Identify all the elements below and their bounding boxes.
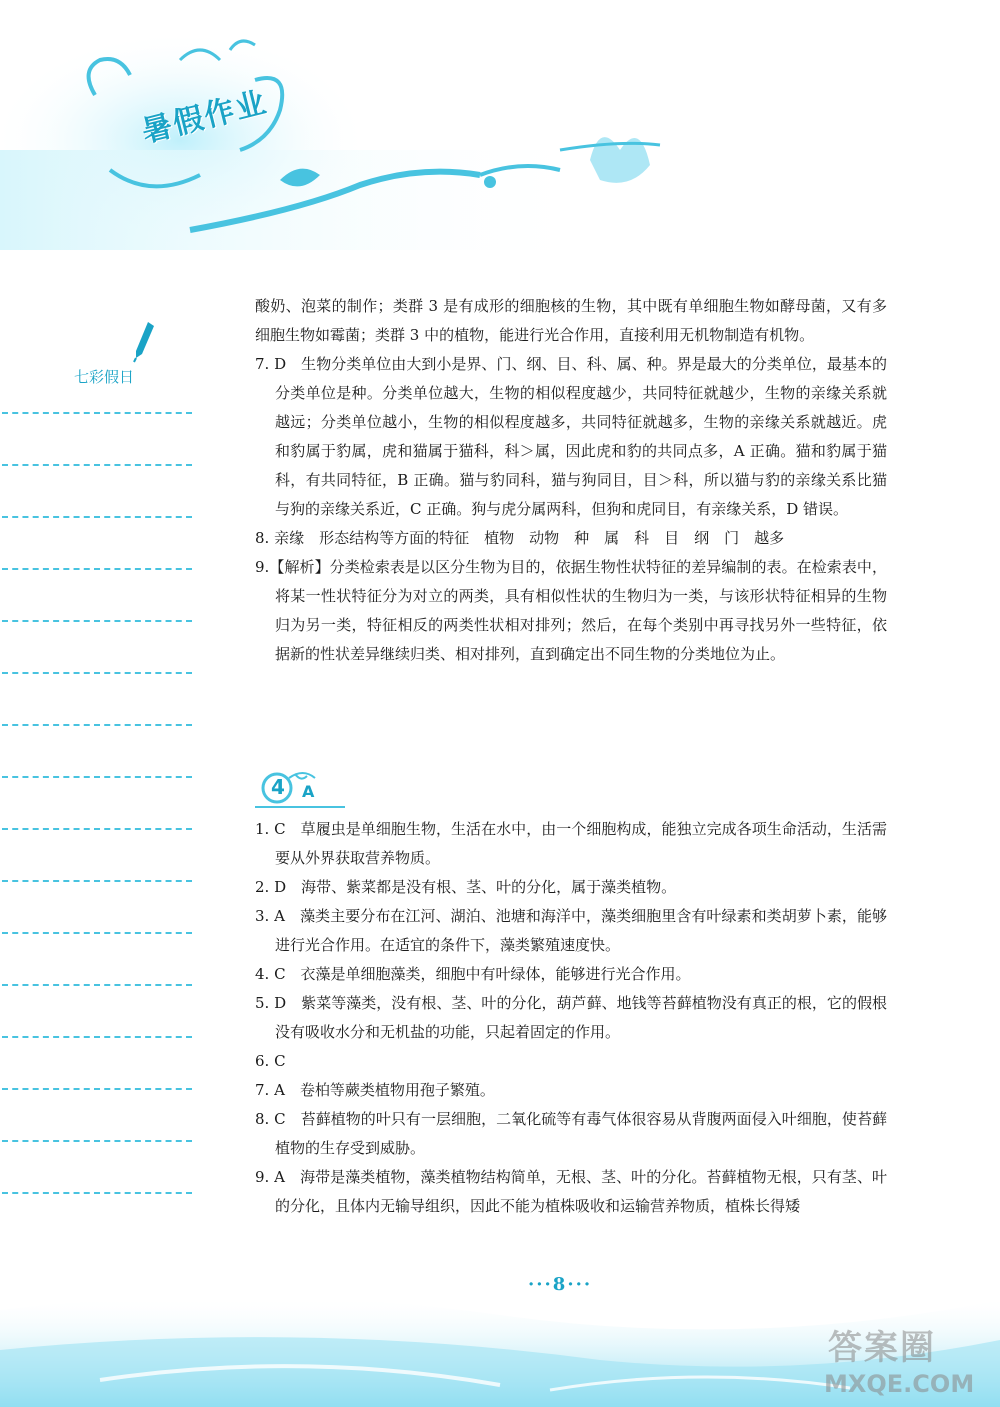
note-line xyxy=(2,620,192,622)
section-badge-number: 4 xyxy=(271,775,285,799)
page-number: ···8··· xyxy=(528,1274,593,1295)
note-line xyxy=(2,932,192,934)
watermark-text: 答案圈 xyxy=(828,1328,936,1368)
sidebar-label: 七彩假日 xyxy=(74,368,135,386)
answer-section-4a xyxy=(255,815,887,1221)
answer-item: 8. C 苔藓植物的叶只有一层细胞，二氧化硫等有毒气体很容易从背腹两面侵入叶细胞，使苔藓植物的生存受到威胁。 xyxy=(255,1110,887,1157)
pen-icon xyxy=(132,320,156,364)
answer-item: 5. D 紫菜等藻类，没有根、茎、叶的分化，葫芦藓、地钱等苔藓植物没有真正的根，它的假根没有吸收水分和无机盐的功能，只起着固定的作用。 xyxy=(255,994,887,1041)
answer-item: 7. D 生物分类单位由大到小是界、门、纲、目、科、属、种。界是最大的分类单位，最基本的分类单位是种。分类单位越大，生物的相似程度越少，共同特征就越少，生物的亲缘关系就越远；分类单位越小，生物的相似程度越多，共同特征就越多，生物的亲缘关系就越近。虎和豹属于豹属，虎和猫属于猫科，科＞属，因此虎和豹的共同点多，A 正确。猫和豹属于猫科，有共同特征，B 正确。猫与豹同科，猫与狗同目，目＞科，所以猫与豹的亲缘关系比猫与狗的亲缘关系近，C 正确。狗与虎分属两科，但狗和虎同目，有亲缘关系，D 错误。 xyxy=(255,355,887,518)
answer-item: 3. A 藻类主要分布在江河、湖泊、池塘和海洋中，藻类细胞里含有叶绿素和类胡萝卜素，能够进行光合作用。在适宜的条件下，藻类繁殖速度快。 xyxy=(255,907,887,954)
note-line xyxy=(2,776,192,778)
watermark-url: MXQE.COM xyxy=(824,1370,975,1398)
section-divider xyxy=(255,806,345,808)
note-line xyxy=(2,568,192,570)
answer-item: 9. A 海带是藻类植物，藻类植物结构简单，无根、茎、叶的分化。苔藓植物无根，只有茎、叶的分化，且体内无输导组织，因此不能为植株吸收和运输营养物质，植株长得矮 xyxy=(255,1168,887,1215)
note-line xyxy=(2,412,192,414)
answer-item: 1. C 草履虫是单细胞生物，生活在水中，由一个细胞构成，能独立完成各项生命活动，生活需要从外界获取营养物质。 xyxy=(255,820,887,867)
answer-item: 6. C xyxy=(255,1052,286,1070)
answer-item: 4. C 衣藻是单细胞藻类，细胞中有叶绿体，能够进行光合作用。 xyxy=(255,965,691,983)
section-badge-letter: A xyxy=(302,782,315,801)
note-line xyxy=(2,880,192,882)
note-line xyxy=(2,1140,192,1142)
note-line xyxy=(2,516,192,518)
note-line xyxy=(2,984,192,986)
note-line xyxy=(2,828,192,830)
note-line xyxy=(2,1036,192,1038)
section-badge-icon xyxy=(255,768,335,808)
header-title: 暑假作业 xyxy=(138,84,272,150)
note-line xyxy=(2,464,192,466)
answer-item: 2. D 海带、紫菜都是没有根、茎、叶的分化，属于藻类植物。 xyxy=(255,878,677,896)
answer-item: 7. A 卷柏等蕨类植物用孢子繁殖。 xyxy=(255,1081,495,1099)
continued-paragraph: 酸奶、泡菜的制作；类群 3 是有成形的细胞核的生物，其中既有单细胞生物如酵母菌，又有多细胞生物如霉菌；类群 3 中的植物，能进行光合作用，直接利用无机物制造有机物。 xyxy=(255,297,887,344)
note-line xyxy=(2,1192,192,1194)
answer-item: 8. 亲缘 形态结构等方面的特征 植物 动物 种 属 科 目 纲 门 越多 xyxy=(255,529,785,547)
answer-section-previous xyxy=(255,292,887,669)
note-line xyxy=(2,672,192,674)
note-line xyxy=(2,724,192,726)
note-line xyxy=(2,1088,192,1090)
answer-item: 9.【解析】分类检索表是以区分生物为目的，依据生物性状特征的差异编制的表。在检索表中，将某一性状特征分为对立的两类，具有相似性状的生物归为一类，与该形状特征相异的生物归为另一类，特征相反的两类性状相对排列；然后，在每个类别中再寻找另外一些特征，依据新的性状差异继续归类、相对排列，直到确定出不同生物的分类地位为止。 xyxy=(255,558,887,663)
